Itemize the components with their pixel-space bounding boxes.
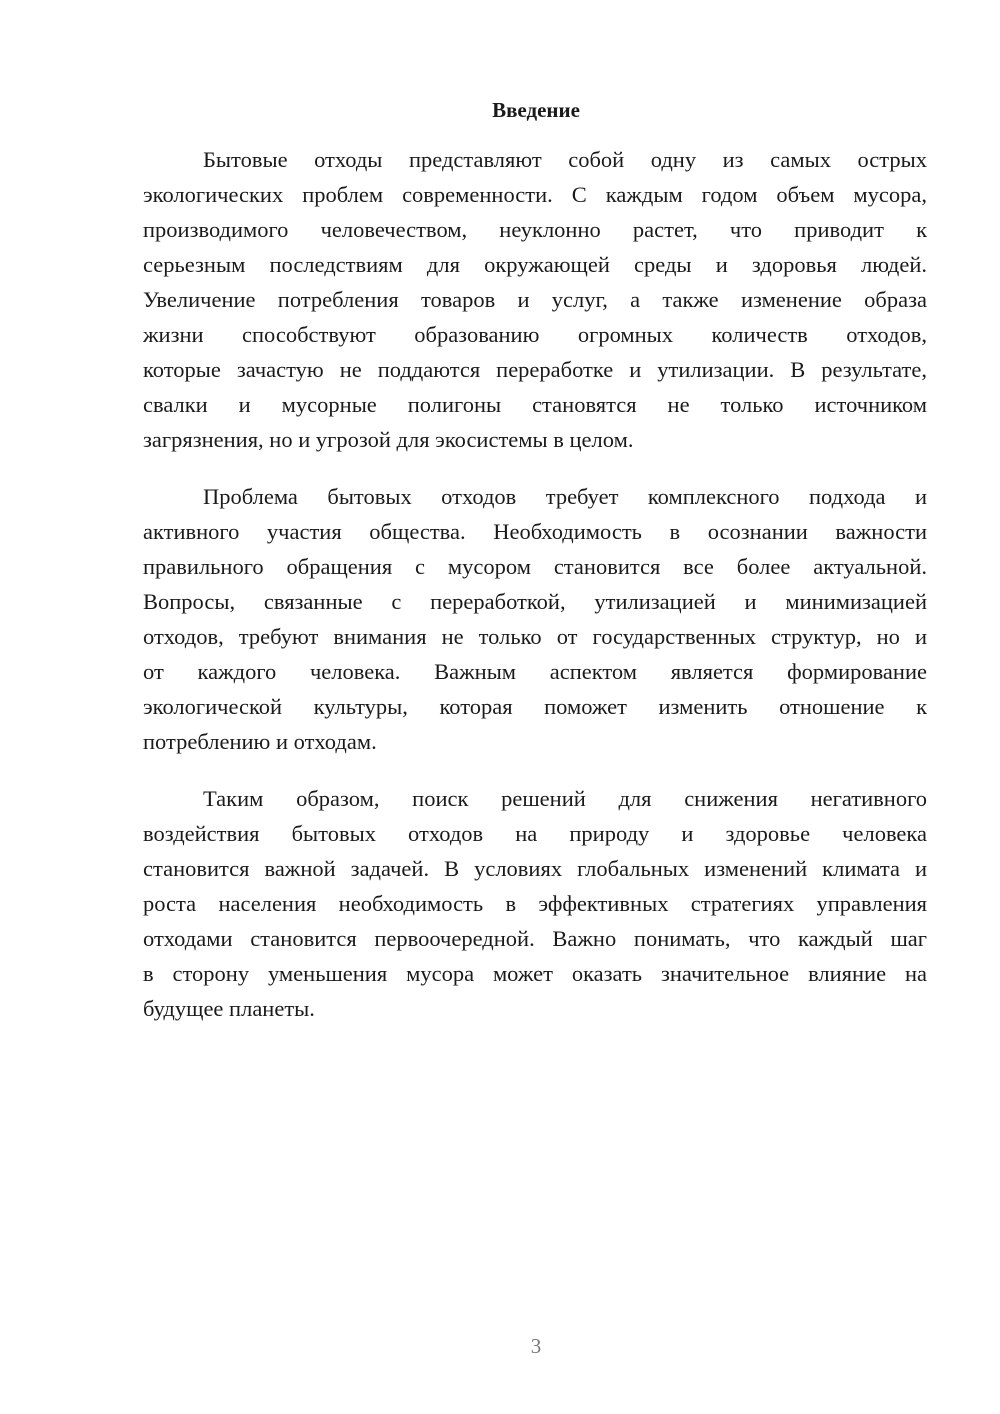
text-line: правильного обращения с мусором становится все более актуальной.	[143, 554, 927, 579]
text-line: экологических проблем современности. С каждым годом объем мусора,	[143, 182, 927, 207]
text-line: будущее планеты.	[143, 996, 315, 1021]
paragraph	[143, 781, 927, 1026]
text-line: свалки и мусорные полигоны становятся не только источником	[143, 392, 927, 417]
text-line: Таким образом, поиск решений для снижения негативного	[203, 786, 927, 811]
text-line: производимого человечеством, неуклонно растет, что приводит к	[143, 217, 927, 242]
text-line: Увеличение потребления товаров и услуг, а также изменение образа	[143, 287, 927, 312]
text-line: в сторону уменьшения мусора может оказать значительное влияние на	[143, 961, 927, 986]
text-line: потреблению и отходам.	[143, 729, 377, 754]
page-title: Введение	[492, 98, 580, 122]
text-line: отходов, требуют внимания не только от государственных структур, но и	[143, 624, 927, 649]
paragraph	[143, 142, 927, 457]
text-line: становится важной задачей. В условиях глобальных изменений климата и	[143, 856, 927, 881]
text-line: от каждого человека. Важным аспектом является формирование	[143, 659, 927, 684]
text-line: загрязнения, но и угрозой для экосистемы в целом.	[143, 427, 634, 452]
paragraph	[143, 479, 927, 759]
text-line: отходами становится первоочередной. Важно понимать, что каждый шаг	[143, 926, 927, 951]
text-line: Бытовые отходы представляют собой одну из самых острых	[203, 147, 927, 172]
text-line: воздействия бытовых отходов на природу и здоровье человека	[143, 821, 927, 846]
page-number: 3	[530, 1334, 542, 1358]
text-line: которые зачастую не поддаются переработке и утилизации. В результате,	[143, 357, 927, 382]
text-line: жизни способствуют образованию огромных количеств отходов,	[143, 322, 927, 347]
text-line: Проблема бытовых отходов требует комплексного подхода и	[203, 484, 927, 509]
text-line: экологической культуры, которая поможет изменить отношение к	[143, 694, 927, 719]
text-line: роста населения необходимость в эффективных стратегиях управления	[143, 891, 927, 916]
document-body	[143, 142, 927, 1048]
text-line: Вопросы, связанные с переработкой, утилизацией и минимизацией	[143, 589, 927, 614]
text-line: серьезным последствиям для окружающей среды и здоровья людей.	[143, 252, 927, 277]
text-line: активного участия общества. Необходимость в осознании важности	[143, 519, 927, 544]
